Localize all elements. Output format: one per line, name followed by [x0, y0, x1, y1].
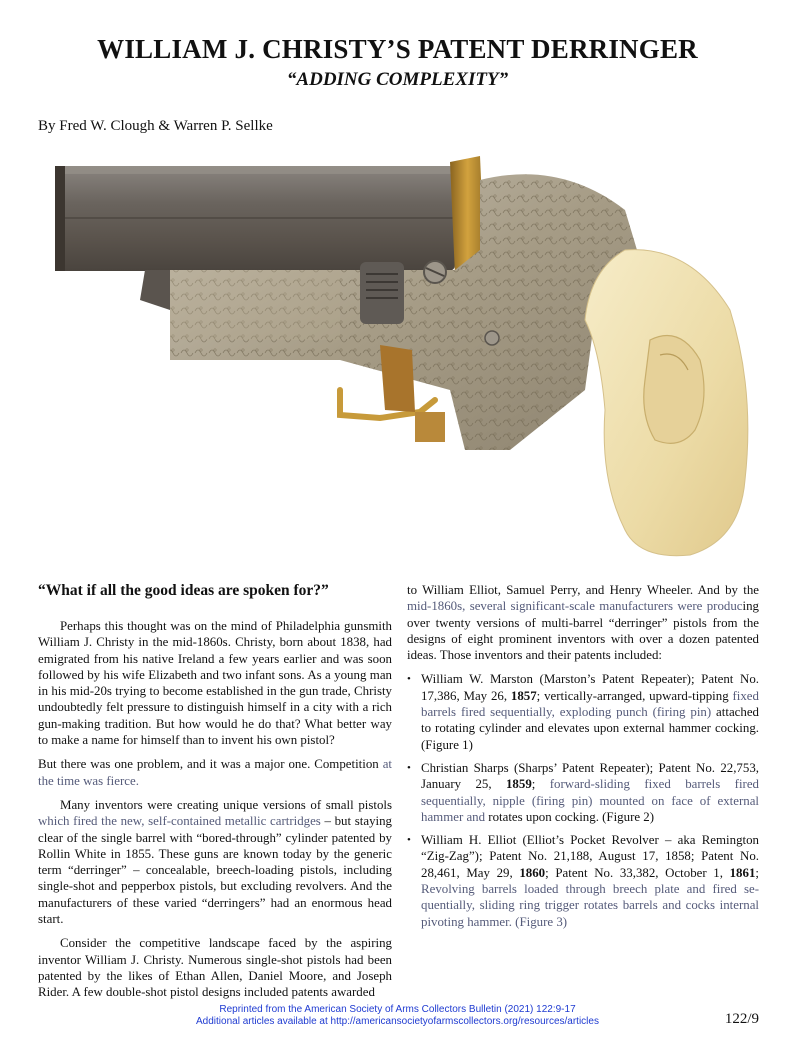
paragraph-4: Consider the competitive landscape faced by the aspiring inventor William J. Christy. Numerous single-shot pistols had been patented by the likes of Ethan Allen, Daniel Moore, and Joseph Rider. A few double-shot pistol designs included patents awarded — [38, 936, 392, 1000]
paragraph-5-rest: ing over twenty versions of multi-barrel “derringer” pistols from the designs of eight prominent inventors with over a dozen patented ideas. Those inventors and their patents included: — [407, 599, 759, 663]
paragraph-1: Perhaps this thought was on the mind of Philadelphia gunsmith William J. Christy in the mid-1860s. Christy, born about 1838, had emigrated from his native Ireland a few years earlier and was soon followed by his wife Elizabeth and two infant sons. As a young man in his mid-20s trying to become established in the gun trade, Christy undoubtedly felt pressure to distinguish himself in a city with a rich gun-making tradition. But how would he do that? What better way to make a name for himself than to invent his own pistol? — [38, 619, 392, 748]
column-left — [38, 582, 392, 1009]
footer-url-link[interactable]: Additional articles available at http://americansocietyofarmscollectors.org/resources/articles — [196, 1016, 599, 1027]
footer-reprint-line: Reprinted from the American Society of Arms Collectors Bulletin (2021) 122:9-17 — [219, 1004, 576, 1015]
patent-year: 1859 — [505, 777, 532, 792]
patent-desc-highlight: forward-sliding fixed barrels fired sequentially, nipple (firing pin) mounted on face of external hammer and — [421, 777, 759, 824]
paragraph-2 — [38, 756, 392, 789]
page-number: 122/9 — [724, 1011, 759, 1027]
patent-desc-rest: rotates upon cocking. (Figure 2) — [485, 809, 655, 824]
column-right — [407, 582, 759, 937]
paragraph-2-tail: at the time was fierce. — [38, 757, 392, 788]
patent-year: 1857 — [510, 688, 537, 703]
paragraph-5-text: to William Elliot, Samuel Perry, and Henry Wheeler. And by the — [407, 583, 759, 597]
patent-desc: ; — [755, 865, 759, 880]
patent-lead: Christian Sharps (Sharps’ Patent Repeater); Patent No. 22,753, January 25, — [421, 760, 759, 792]
section-heading: “What if all the good ideas are spoken for?” — [38, 582, 329, 599]
article-title: WILLIAM J. CHRISTY’S PATENT DERRINGER — [97, 34, 698, 64]
reprint-footer — [0, 1004, 795, 1028]
ivory-grip — [585, 250, 748, 556]
front-sight-block — [140, 270, 170, 310]
paragraph-3-rest: – but staying clear of the single barrel with “bored-through” cylinder patented by Rollin White in 1855. These guns are known today by the generic term “derringer” – concealable, breech-loading pistols, including single-shot and pepperbox pistols, but excluding revolvers. And the manufacturers of these varied “derringers” had an enormous head start. — [38, 814, 392, 927]
derringer-photo — [40, 150, 760, 570]
patent-year: 1860 — [519, 865, 546, 880]
patent-desc: ; vertically-arranged, upward-tipping — [536, 688, 729, 703]
byline: By Fred W. Clough & Warren P. Sellke — [38, 118, 273, 134]
patent-list — [407, 671, 759, 929]
patent-desc: ; — [531, 777, 550, 792]
patent-year-2: 1861 — [729, 865, 756, 880]
patent-item-sharps — [407, 760, 759, 825]
patent-item-marston — [407, 671, 759, 752]
paragraph-5 — [407, 582, 759, 663]
patent-item-elliot — [407, 832, 759, 930]
paragraph-5-highlight: mid-1860s, several significant-scale manufacturers were produc — [407, 599, 743, 614]
paragraph-2-text: But there was one problem, and it was a major one. Competition — [38, 757, 379, 772]
patent-desc-rest: quentially, sliding ring trigger rotates barrels and cocks internal pivoting hammer. (Figure 3) — [421, 898, 759, 929]
cocking-lever — [360, 262, 404, 324]
paragraph-3 — [38, 797, 392, 927]
patent-lead: William W. Marston (Marston’s Patent Repeater); Patent No. 17,386, May 26, — [421, 672, 759, 703]
patent-desc-highlight: fixed barrels fired sequentially, exploding punch (firing pin) — [421, 688, 759, 720]
patent-mid: ; Patent No. 33,382, October 1, — [545, 865, 730, 880]
paragraph-3-highlight: which fired the new, self-contained metallic cartridges — [38, 814, 321, 829]
barrel — [55, 166, 455, 271]
patent-desc-rest: attached to rotating cylinder and elevates upon external hammer cocking. (Figure 1) — [421, 705, 759, 752]
frame-screw — [485, 331, 499, 345]
patent-desc-highlight: Revolving barrels loaded through breech plate and fired se- — [421, 882, 759, 897]
patent-lead: William H. Elliot (Elliot’s Pocket Revolver – aka Remington “Zig-Zag”); Patent No. 21,188, August 17, 1858; Patent No. 28,461, May 29, — [421, 833, 759, 880]
article-subtitle: “ADDING COMPLEXITY” — [286, 69, 509, 90]
paragraph-3-text: Many inventors were creating unique versions of small pistols — [60, 797, 392, 812]
